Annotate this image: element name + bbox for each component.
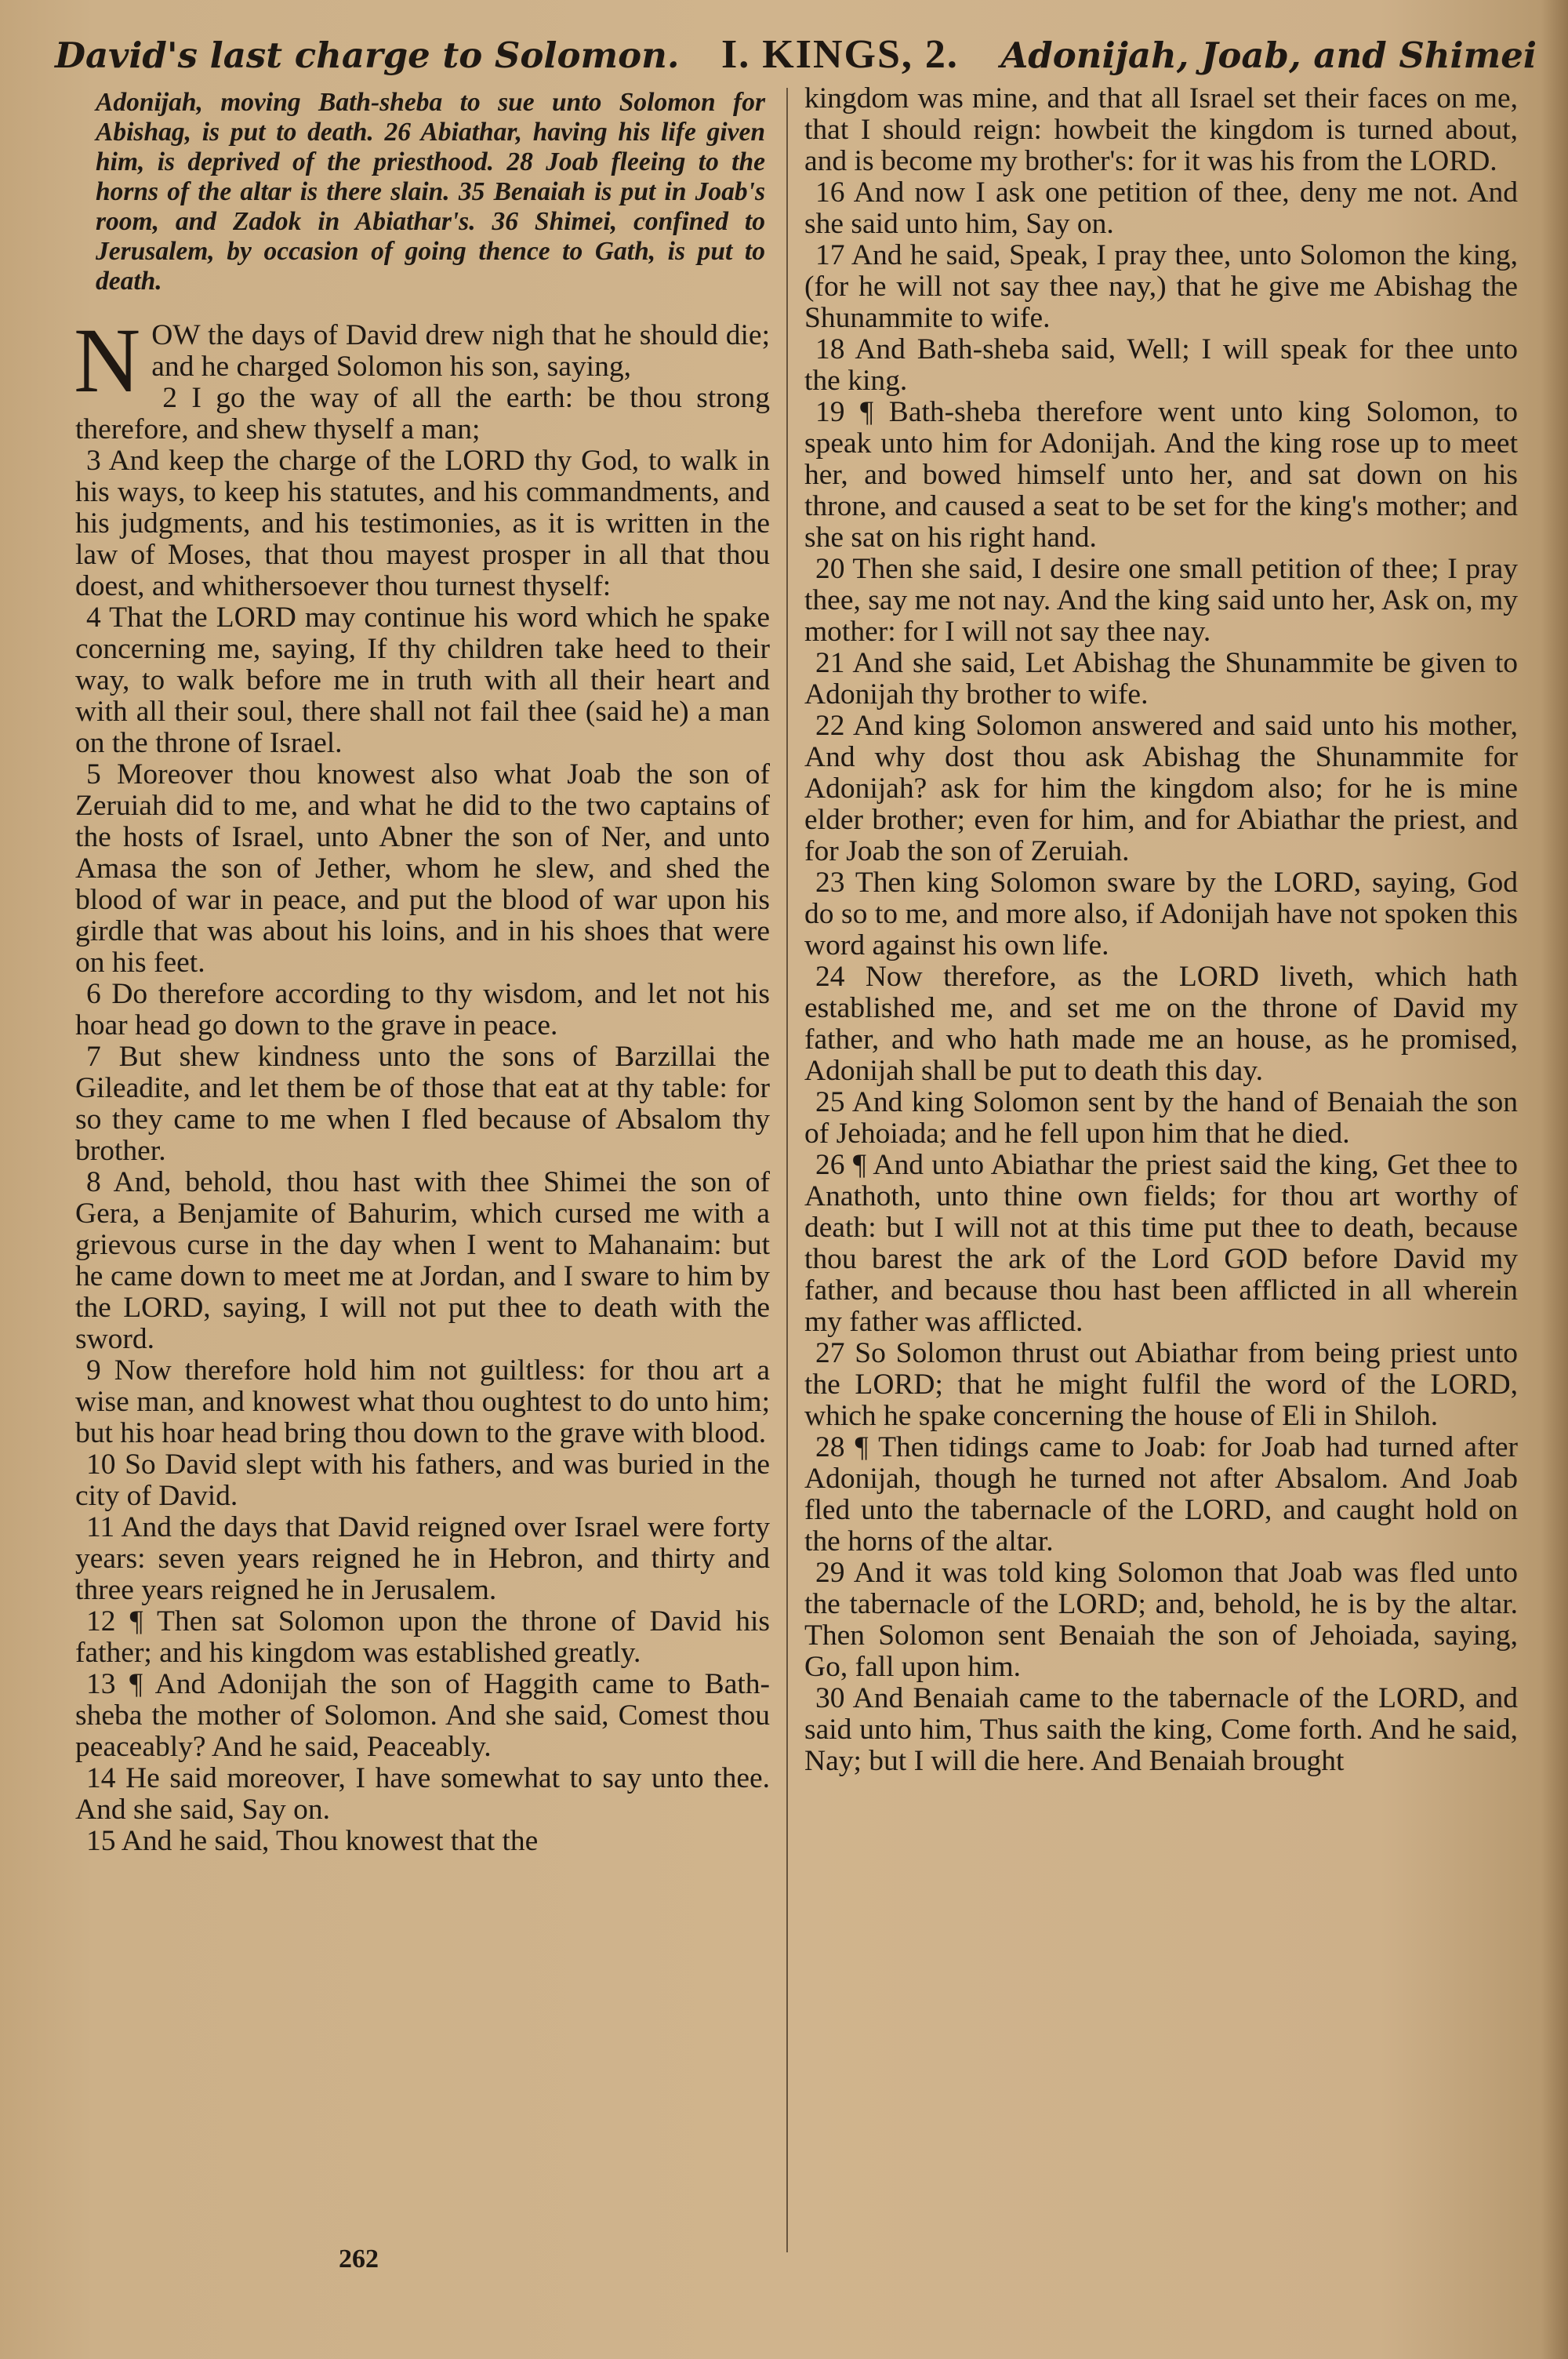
verse-15-continued: kingdom was mine, and that all Israel set their faces on me, that I should reign: howbeit the kingdom is turned about, and is become my brother's: for it was his from the LORD.	[804, 82, 1518, 177]
verse-18: 18 And Bath-sheba said, Well; I will speak for thee unto the king.	[804, 333, 1518, 397]
verse-15: 15 And he said, Thou knowest that the	[86, 1825, 539, 1857]
header-right-title: Adonijah, Joab, and Shimei	[1000, 35, 1537, 76]
verse-text: OW the days of David drew nigh that he should die; and he charged Solomon his son, saying,	[151, 319, 770, 383]
verse-5: 5 Moreover thou knowest also what Joab the son of Zeruiah did to me, and what he did to the two captains of the hosts of Israel, unto Abner the son of Ner, and unto Amasa the son of Jether, whom he slew, and shed the blood of war in peace, and put the blood of war upon his girdle that was about his loins, and in his shoes that were on his feet.	[75, 758, 770, 979]
chapter-summary: Adonijah, moving Bath-sheba to sue unto Solomon for Abishag, is put to death. 26 Abiathar, having his life given him, is deprived of the priesthood. 28 Joab fleeing to the horns of the altar is there slain. 35 Benaiah is put in Joab's room, and Zadok in Abiathar's. 36 Shimei, confined to Jerusalem, by occasion of going thence to Gath, is put to death.	[96, 88, 765, 296]
verse-16: 16 And now I ask one petition of thee, deny me not. And she said unto him, Say on.	[804, 176, 1518, 240]
left-column	[75, 88, 770, 1857]
verse-23: 23 Then king Solomon sware by the LORD, saying, God do so to me, and more also, if Adonijah have not spoken this word against his own life.	[804, 867, 1518, 961]
verse-17: 17 And he said, Speak, I pray thee, unto Solomon the king, (for he will not say thee nay,) that he give me Abishag the Shunammite to wife.	[804, 239, 1518, 334]
page-number: 262	[339, 2245, 379, 2274]
verse-27: 27 So Solomon thrust out Abiathar from being priest unto the LORD; that he might fulfil the word of the LORD, which he spake concerning the house of Eli in Shiloh.	[804, 1337, 1518, 1432]
verse-1	[74, 309, 770, 412]
verse-4: 4 That the LORD may continue his word which he spake concerning me, saying, If thy children take heed to their way, to walk before me in truth with all their heart and with all their soul, there shall not fail thee (said he) a man on the throne of Israel.	[75, 602, 770, 759]
drop-cap: N	[74, 309, 141, 412]
verse-22: 22 And king Solomon answered and said unto his mother, And why dost thou ask Abishag the Shunammite for Adonijah? ask for him the kingdom also; for he is mine elder brother; even for him, and for Abiathar the priest, and for Joab the son of Zeruiah.	[804, 710, 1518, 867]
column-divider	[786, 88, 788, 2252]
verse-13: 13 ¶ And Adonijah the son of Haggith came to Bath-sheba the mother of Solomon. And she said, Comest thou peaceably? And he said, Peaceably.	[75, 1668, 770, 1763]
verse-12: 12 ¶ Then sat Solomon upon the throne of David his father; and his kingdom was established greatly.	[75, 1605, 770, 1669]
verse-24: 24 Now therefore, as the LORD liveth, which hath established me, and set me on the throne of David my father, and who hath made me an house, as he promised, Adonijah shall be put to death this day.	[804, 961, 1518, 1087]
right-column	[804, 83, 1518, 1777]
verse-11: 11 And the days that David reigned over Israel were forty years: seven years reigned he in Hebron, and thirty and three years reigned he in Jerusalem.	[75, 1511, 770, 1606]
verse-9: 9 Now therefore hold him not guiltless: for thou art a wise man, and knowest what thou oughtest to do unto him; but his hoar head bring thou down to the grave with blood.	[75, 1354, 770, 1449]
verse-30: 30 And Benaiah came to the tabernacle of the LORD, and said unto him, Thus saith the king, Come forth. And he said, Nay; but I will die here. And Benaiah brought	[804, 1682, 1518, 1777]
verse-29: 29 And it was told king Solomon that Joab was fled unto the tabernacle of the LORD; and, behold, he is by the altar. Then Solomon sent Benaiah the son of Jehoiada, saying, Go, fall upon him.	[804, 1557, 1518, 1683]
running-header	[55, 31, 1537, 86]
verse-26: 26 ¶ And unto Abiathar the priest said the king, Get thee to Anathoth, unto thine own fields; for thou art worthy of death: but I will not at this time put thee to death, because thou barest the ark of the Lord GOD before David my father, and because thou hast been afflicted in all wherein my father was afflicted.	[804, 1149, 1518, 1338]
verse-7: 7 But shew kindness unto the sons of Barzillai the Gileadite, and let them be of those that eat at thy table: for so they came to me when I fled because of Absalom thy brother.	[75, 1041, 770, 1167]
header-left-title: David's last charge to Solomon.	[55, 35, 680, 76]
verse-25: 25 And king Solomon sent by the hand of Benaiah the son of Jehoiada; and he fell upon him that he died.	[804, 1086, 1518, 1150]
verse-6: 6 Do therefore according to thy wisdom, and let not his hoar head go down to the grave in peace.	[75, 978, 770, 1041]
verse-19: 19 ¶ Bath-sheba therefore went unto king Solomon, to speak unto him for Adonijah. And the king rose up to meet her, and bowed himself unto her, and sat down on his throne, and caused a seat to be set for the king's mother; and she sat on his right hand.	[804, 396, 1518, 554]
verse-2: 2 I go the way of all the earth: be thou strong therefore, and shew thyself a man;	[75, 382, 770, 445]
verse-10: 10 So David slept with his fathers, and was buried in the city of David.	[75, 1448, 770, 1512]
header-book-chapter: I. KINGS, 2.	[721, 32, 959, 77]
verse-28: 28 ¶ Then tidings came to Joab: for Joab had turned after Adonijah, though he turned not after Absalom. And Joab fled unto the tabernacle of the LORD, and caught hold on the horns of the altar.	[804, 1431, 1518, 1558]
verse-8: 8 And, behold, thou hast with thee Shimei the son of Gera, a Benjamite of Bahurim, which cursed me with a grievous curse in the day when I went to Mahanaim: but he came down to meet me at Jordan, and I sware to him by the LORD, saying, I will not put thee to death with the sword.	[75, 1166, 770, 1355]
verse-21: 21 And she said, Let Abishag the Shunammite be given to Adonijah thy brother to wife.	[804, 647, 1518, 711]
verse-14: 14 He said moreover, I have somewhat to say unto thee. And she said, Say on.	[75, 1762, 770, 1826]
verse-20: 20 Then she said, I desire one small petition of thee; I pray thee, say me not nay. And the king said unto her, Ask on, my mother: for I will not say thee nay.	[804, 553, 1518, 648]
verse-3: 3 And keep the charge of the LORD thy God, to walk in his ways, to keep his statutes, and his commandments, and his judgments, and his testimonies, as it is written in the law of Moses, that thou mayest prosper in all that thou doest, and whithersoever thou turnest thyself:	[75, 445, 770, 602]
